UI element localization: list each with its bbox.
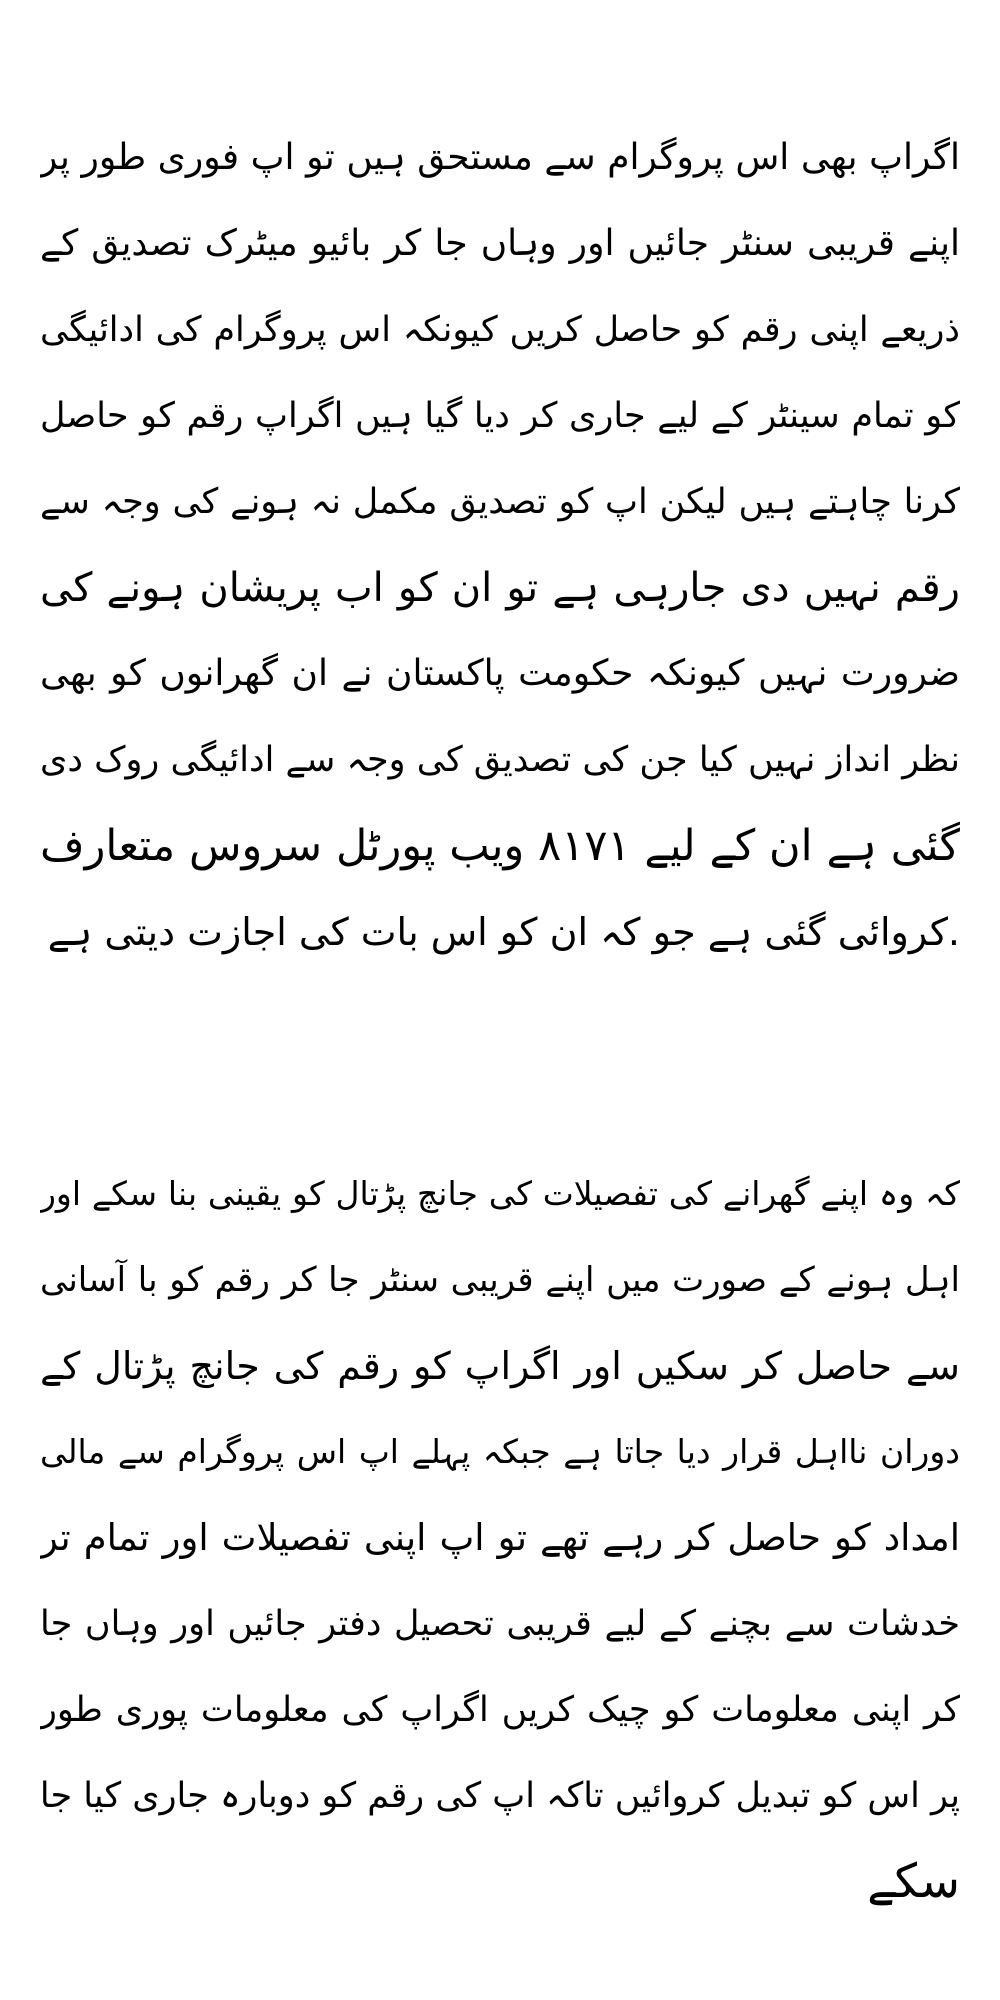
text-line: سے حاصل کر سکیں اور اگراپ کو رقم کی جانچ پڑتال کے	[40, 1344, 960, 1388]
text-line: پر اس کو تبدیل کروائیں تاکہ اپ کی رقم کو دوبارہ جاری کیا جا	[40, 1776, 960, 1816]
text-line: امداد کو حاصل کر رہے تھے تو اپ اپنی تفصیلات اور تمام تر	[40, 1516, 960, 1559]
text-line: ضرورت نہیں کیونکہ حکومت پاکستان نے ان گھرانوں کو بھی	[40, 653, 960, 694]
text-line: سکے	[867, 1854, 960, 1909]
text-line: اپنے قریبی سنٹر جائیں اور وہاں جا کر بائیو میٹرک تصدیق کے	[40, 223, 960, 264]
text-line: کو تمام سینٹر کے لیے جاری کر دیا گیا ہیں اگراپ رقم کو حاصل	[40, 396, 960, 436]
text-line: کرنا چاہتے ہیں لیکن اپ کو تصدیق مکمل نہ ہونے کی وجہ سے	[40, 482, 960, 522]
paragraph-1	[40, 115, 960, 975]
text-line: خدشات سے بچنے کے لیے قریبی تحصیل دفتر جائیں اور وہاں جا	[40, 1604, 960, 1644]
text-line: اگراپ بھی اس پروگرام سے مستحق ہیں تو اپ فوری طور پر	[40, 137, 960, 178]
text-line: .کروائی گئی ہے جو کہ ان کو اس بات کی اجازت دیتی ہے	[47, 910, 960, 954]
paragraph-2	[40, 1151, 960, 1925]
text-line: کر اپنی معلومات کو چیک کریں اگراپ کی معلومات پوری طور	[40, 1690, 960, 1730]
text-line: نظر انداز نہیں کیا جن کی تصدیق کی وجہ سے ادائیگی روک دی	[40, 740, 960, 780]
text-line: گئی ہے ان کے لیے ۸۱۷۱ ویب پورٹل سروس متعارف	[40, 821, 960, 871]
text-line: اہل ہونے کے صورت میں اپنے قریبی سنٹر جا کر رقم کو با آسانی	[40, 1260, 960, 1300]
text-line: دوران نااہل قرار دیا جاتا ہے جبکہ پہلے اپ اس پروگرام سے مالی	[40, 1432, 960, 1471]
text-line: رقم نہیں دی جارہی ہے تو ان کو اب پریشان ہونے کی	[40, 565, 960, 611]
paragraph-spacer	[40, 975, 960, 1151]
text-line: ذریعے اپنی رقم کو حاصل کریں کیونکہ اس پروگرام کی ادائیگی	[40, 310, 960, 350]
text-line: کہ وہ اپنے گھرانے کی تفصیلات کی جانچ پڑتال کو یقینی بنا سکے اور	[40, 1174, 960, 1213]
